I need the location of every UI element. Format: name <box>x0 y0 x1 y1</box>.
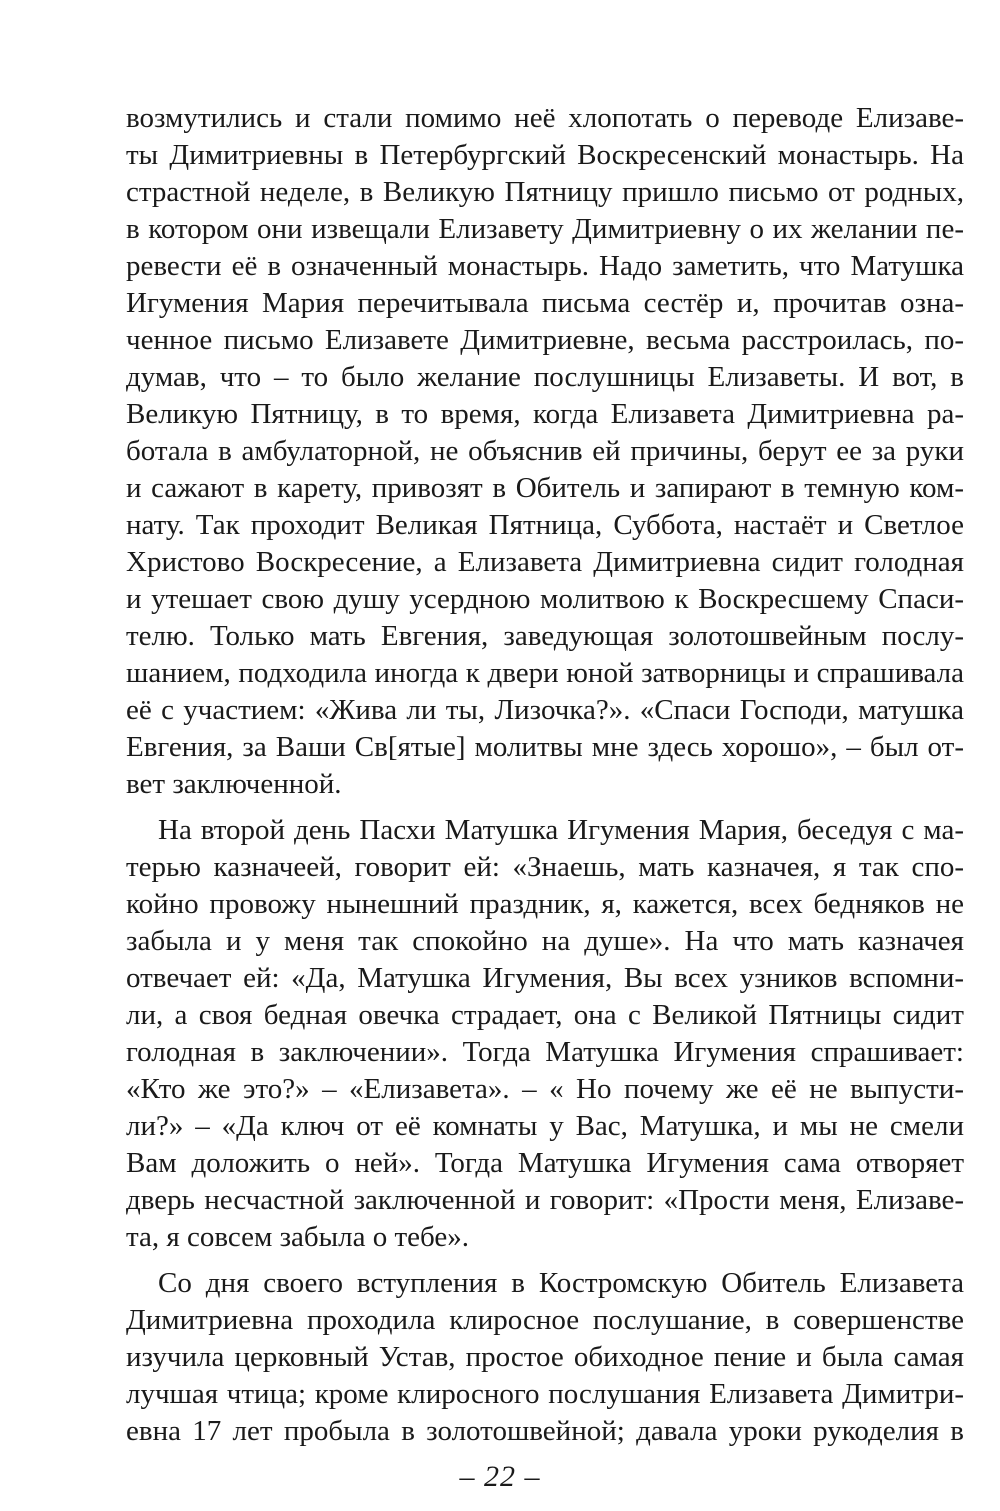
text-line: думав, что – то было желание послушницы Елизаветы. И вот, в <box>126 361 964 393</box>
text-line: отвечает ей: «Да, Матушка Игумения, Вы всех узников вспомни- <box>126 962 964 994</box>
text-line: дверь несчастной заключенной и говорит: «Прости меня, Елизаве- <box>126 1184 964 1216</box>
text-line: евна 17 лет пробыла в золотошвейной; давала уроки рукоделия в <box>126 1415 964 1447</box>
text-line: На второй день Пасхи Матушка Игумения Мария, беседуя с ма- <box>158 814 964 846</box>
text-line: шанием, подходила иногда к двери юной затворницы и спрашивала <box>126 657 964 689</box>
text-line: в котором они извещали Елизавету Димитриевну о их желании пе- <box>126 213 964 245</box>
text-line: Со дня своего вступления в Костромскую Обитель Елизавета <box>158 1267 964 1299</box>
text-line: Христово Воскресение, а Елизавета Димитриевна сидит голодная <box>126 546 964 578</box>
text-line: Димитриевна проходила клиросное послушание, в совершенстве <box>126 1304 964 1336</box>
text-line: ботала в амбулаторной, не объяснив ей причины, берут ее за руки <box>126 435 964 467</box>
text-line: та, я совсем забыла о тебе». <box>126 1221 470 1253</box>
text-line: и утешает свою душу усердною молитвою к Воскресшему Спаси- <box>126 583 964 615</box>
text-line: Евгения, за Ваши Св[ятые] молитвы мне здесь хорошо», – был от- <box>126 731 964 763</box>
text-line: Игумения Мария перечитывала письма сестёр и, прочитав озна- <box>126 287 964 319</box>
text-line: вет заключенной. <box>126 768 342 800</box>
text-line: Вам доложить о ней». Тогда Матушка Игумения сама отворяет <box>126 1147 964 1179</box>
text-line: изучила церковный Устав, простое обиходное пение и была самая <box>126 1341 964 1373</box>
text-line: терью казначеей, говорит ей: «Знаешь, мать казначея, я так спо- <box>126 851 964 883</box>
text-line: телю. Только мать Евгения, заведующая золотошвейным послу- <box>126 620 964 652</box>
text-line: забыла и у меня так спокойно на душе». На что мать казначея <box>126 925 964 957</box>
text-line: ченное письмо Елизавете Димитриевне, весьма расстроилась, по- <box>126 324 964 356</box>
text-line: лучшая чтица; кроме клиросного послушания Елизавета Димитри- <box>126 1378 964 1410</box>
text-line: ревести её в означенный монастырь. Надо заметить, что Матушка <box>126 250 964 282</box>
text-line: ли?» – «Да ключ от её комнаты у Вас, Матушка, и мы не смели <box>126 1110 964 1142</box>
text-line: страстной неделе, в Великую Пятницу пришло письмо от родных, <box>126 176 964 208</box>
text-line: «Кто же это?» – «Елизавета». – « Но почему же её не выпусти- <box>126 1073 964 1105</box>
text-line: ты Димитриевны в Петербургский Воскресенский монастырь. На <box>126 139 964 171</box>
text-line: нату. Так проходит Великая Пятница, Суббота, настаёт и Светлое <box>126 509 964 541</box>
text-line: голодная в заключении». Тогда Матушка Игумения спрашивает: <box>126 1036 964 1068</box>
text-line: её с участием: «Жива ли ты, Лизочка?». «Спаси Господи, матушка <box>126 694 964 726</box>
text-line: Великую Пятницу, в то время, когда Елизавета Димитриевна ра- <box>126 398 964 430</box>
text-line: возмутились и стали помимо неё хлопотать о переводе Елизаве- <box>126 102 964 134</box>
text-line: ли, а своя бедная овечка страдает, она с Великой Пятницы сидит <box>126 999 964 1031</box>
text-line: и сажают в карету, привозят в Обитель и запирают в темную ком- <box>126 472 964 504</box>
text-line: койно провожу нынешний праздник, я, кажется, всех бедняков не <box>126 888 964 920</box>
page-number: – 22 – <box>459 1460 541 1493</box>
